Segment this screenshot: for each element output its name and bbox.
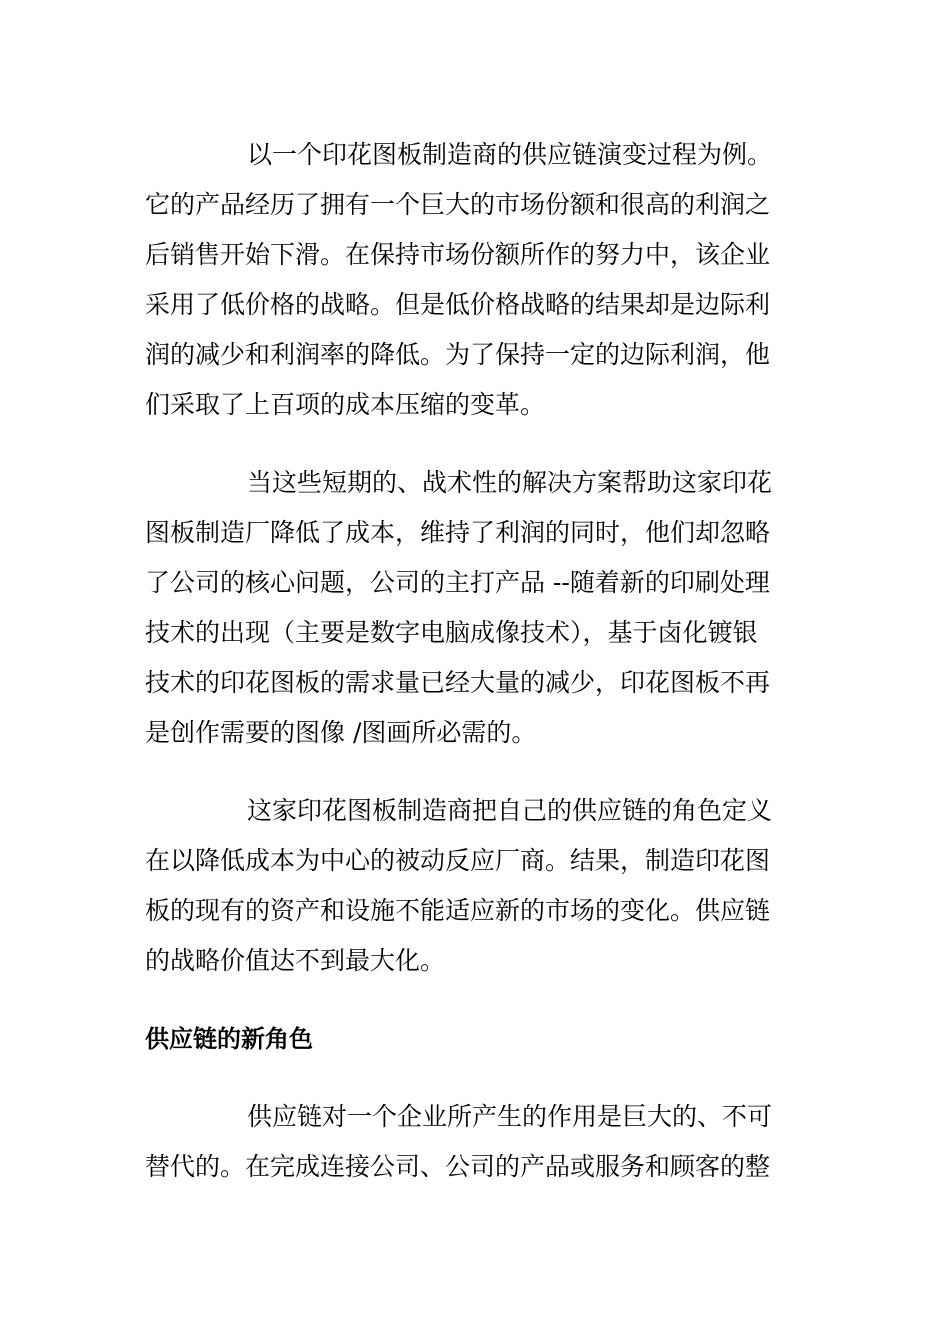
paragraph-line: 的战略价值达不到最大化。 <box>145 946 446 975</box>
paragraph-line: 图板制造厂降低了成本，维持了利润的同时，他们却忽略 <box>145 518 771 547</box>
paragraph-line: 在以降低成本为中心的被动反应厂商。结果，制造印花图 <box>145 846 771 875</box>
paragraph-2 <box>145 458 795 758</box>
paragraph-line: 润的减少和利润率的降低。为了保持一定的边际利润，他 <box>145 340 771 369</box>
section-heading: 供应链的新角色 <box>145 1025 313 1053</box>
document-body <box>145 130 795 1220</box>
paragraph-line: 们采取了上百项的成本压缩的变革。 <box>145 390 546 419</box>
paragraph-line: 这家印花图板制造商把自己的供应链的角色定义 <box>247 796 773 825</box>
paragraph-4 <box>145 1092 795 1192</box>
paragraph-line: 是创作需要的图像 /图画所必需的。 <box>145 718 537 747</box>
paragraph-line: 采用了低价格的战略。但是低价格战略的结果却是边际利 <box>145 290 771 319</box>
paragraph-line: 供应链对一个企业所产生的作用是巨大的、不可 <box>247 1102 773 1131</box>
paragraph-1 <box>145 130 795 430</box>
paragraph-line: 后销售开始下滑。在保持市场份额所作的努力中，该企业 <box>145 240 771 269</box>
paragraph-line: 技术的出现（主要是数字电脑成像技术），基于卤化镀银 <box>145 618 758 647</box>
paragraph-line: 它的产品经历了拥有一个巨大的市场份额和很高的利润之 <box>145 190 771 219</box>
paragraph-3 <box>145 786 795 986</box>
paragraph-line: 板的现有的资产和设施不能适应新的市场的变化。供应链 <box>145 896 771 925</box>
paragraph-line: 以一个印花图板制造商的供应链演变过程为例。 <box>247 140 773 169</box>
paragraph-line: 了公司的核心问题，公司的主打产品 --随着新的印刷处理 <box>145 568 770 597</box>
paragraph-line: 替代的。在完成连接公司、公司的产品或服务和顾客的整 <box>145 1152 771 1181</box>
paragraph-line: 技术的印花图板的需求量已经大量的减少，印花图板不再 <box>145 668 771 697</box>
paragraph-line: 当这些短期的、战术性的解决方案帮助这家印花 <box>247 468 773 497</box>
